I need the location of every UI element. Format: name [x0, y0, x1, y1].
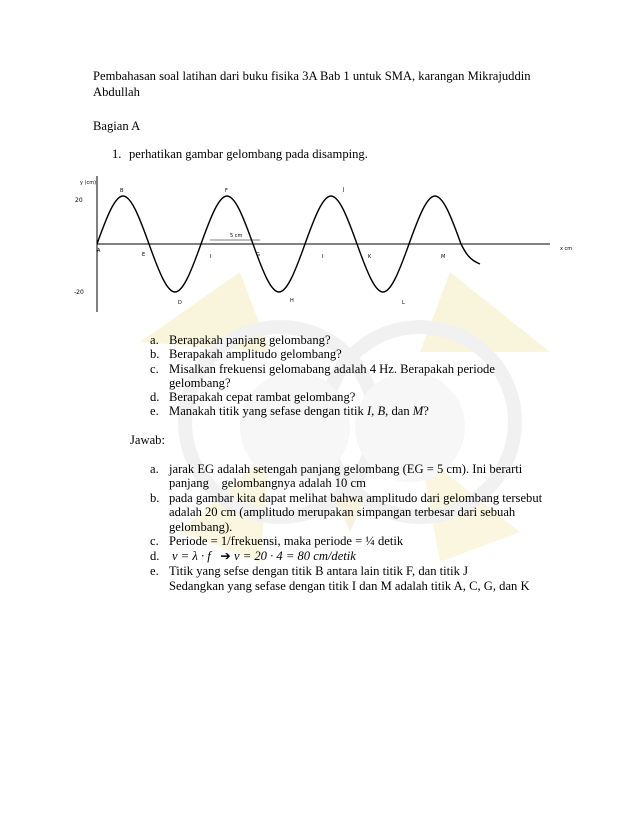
question-item-letter: b. [150, 347, 160, 361]
point-label-E: E [142, 252, 146, 258]
answer-heading: Jawab: [130, 433, 165, 447]
point-label-H: H [290, 298, 294, 304]
question-item-letter: a. [150, 333, 159, 347]
question-item-text: Berapakah panjang gelombang? [169, 333, 331, 347]
intro-text: Pembahasan soal latihan dari buku fisika 3A Bab 1 untuk SMA, karangan Mikrajuddin [93, 69, 531, 83]
section-heading: Bagian A [93, 119, 141, 133]
question-item-text: Manakah titik yang sefase dengan titik I, B, dan M? [169, 404, 429, 418]
intro-text-continued: Abdullah [93, 85, 140, 99]
question-item-text: Berapakah amplitudo gelombang? [169, 347, 342, 361]
point-label-A: A [97, 248, 101, 254]
answer-item-text-continued: Sedangkan yang sefase dengan titik I dan M adalah titik A, C, G, dan K [169, 579, 530, 593]
answer-item-text-continued: adalah 20 cm (amplitudo merupakan simpangan terbesar dari sebuah [169, 505, 516, 519]
answer-item-text-continued: panjang gelombangnya adalah 10 cm [169, 476, 366, 490]
y-axis-label: y (cm) [80, 180, 97, 186]
span-label: 5 cm [230, 233, 243, 239]
point-label-F: F [225, 188, 228, 194]
answer-item-letter: c. [150, 534, 159, 548]
answer-item-letter: d. [150, 549, 160, 563]
question-item-letter: d. [150, 390, 160, 404]
question-item-letter: c. [150, 362, 159, 376]
point-label-D: D [178, 300, 182, 306]
question-number: 1. [112, 147, 122, 161]
point-label-J: J [343, 187, 345, 193]
y-max-label: 20 [75, 197, 83, 204]
point-label-K: K [368, 254, 372, 260]
question-text: perhatikan gambar gelombang pada disamping. [129, 147, 368, 161]
wave-figure [70, 174, 590, 314]
formula-left: v = λ · f [172, 549, 211, 563]
answer-item-letter: a. [150, 462, 159, 476]
point-label-I-2: I [322, 254, 324, 260]
x-axis-label: x cm [560, 246, 573, 252]
question-item-text: Berapakah cepat rambat gelombang? [169, 390, 356, 404]
y-min-label: -20 [74, 289, 84, 296]
point-label-L: L [402, 300, 405, 306]
answer-item-letter: e. [150, 564, 159, 578]
answer-item-text-continued: gelombang). [169, 520, 233, 534]
answer-item-text: Periode = 1/frekuensi, maka periode = ¼ detik [169, 534, 404, 548]
arrow-icon: ➔ [220, 549, 231, 563]
point-label-G: G [256, 252, 260, 258]
answer-item-text: jarak EG adalah setengah panjang gelombang (EG = 5 cm). Ini berarti [169, 462, 523, 476]
formula-right: v = 20 · 4 = 80 cm/detik [233, 549, 356, 563]
question-item-letter: e. [150, 404, 159, 418]
question-item-text: Misalkan frekuensi gelomabang adalah 4 Hz. Berapakah periode [169, 362, 495, 376]
point-label-I-1: I [210, 254, 212, 260]
answer-formula [172, 549, 356, 564]
point-label-B: B [120, 188, 124, 194]
answer-item-letter: b. [150, 491, 160, 505]
question-item-text-continued: gelombang? [169, 376, 231, 390]
answer-item-text: pada gambar kita dapat melihat bahwa amplitudo dari gelombang tersebut [169, 491, 543, 505]
answer-item-text: Titik yang sefse dengan titik B antara lain titik F, dan titik J [169, 564, 468, 578]
point-label-M: M [441, 254, 446, 260]
